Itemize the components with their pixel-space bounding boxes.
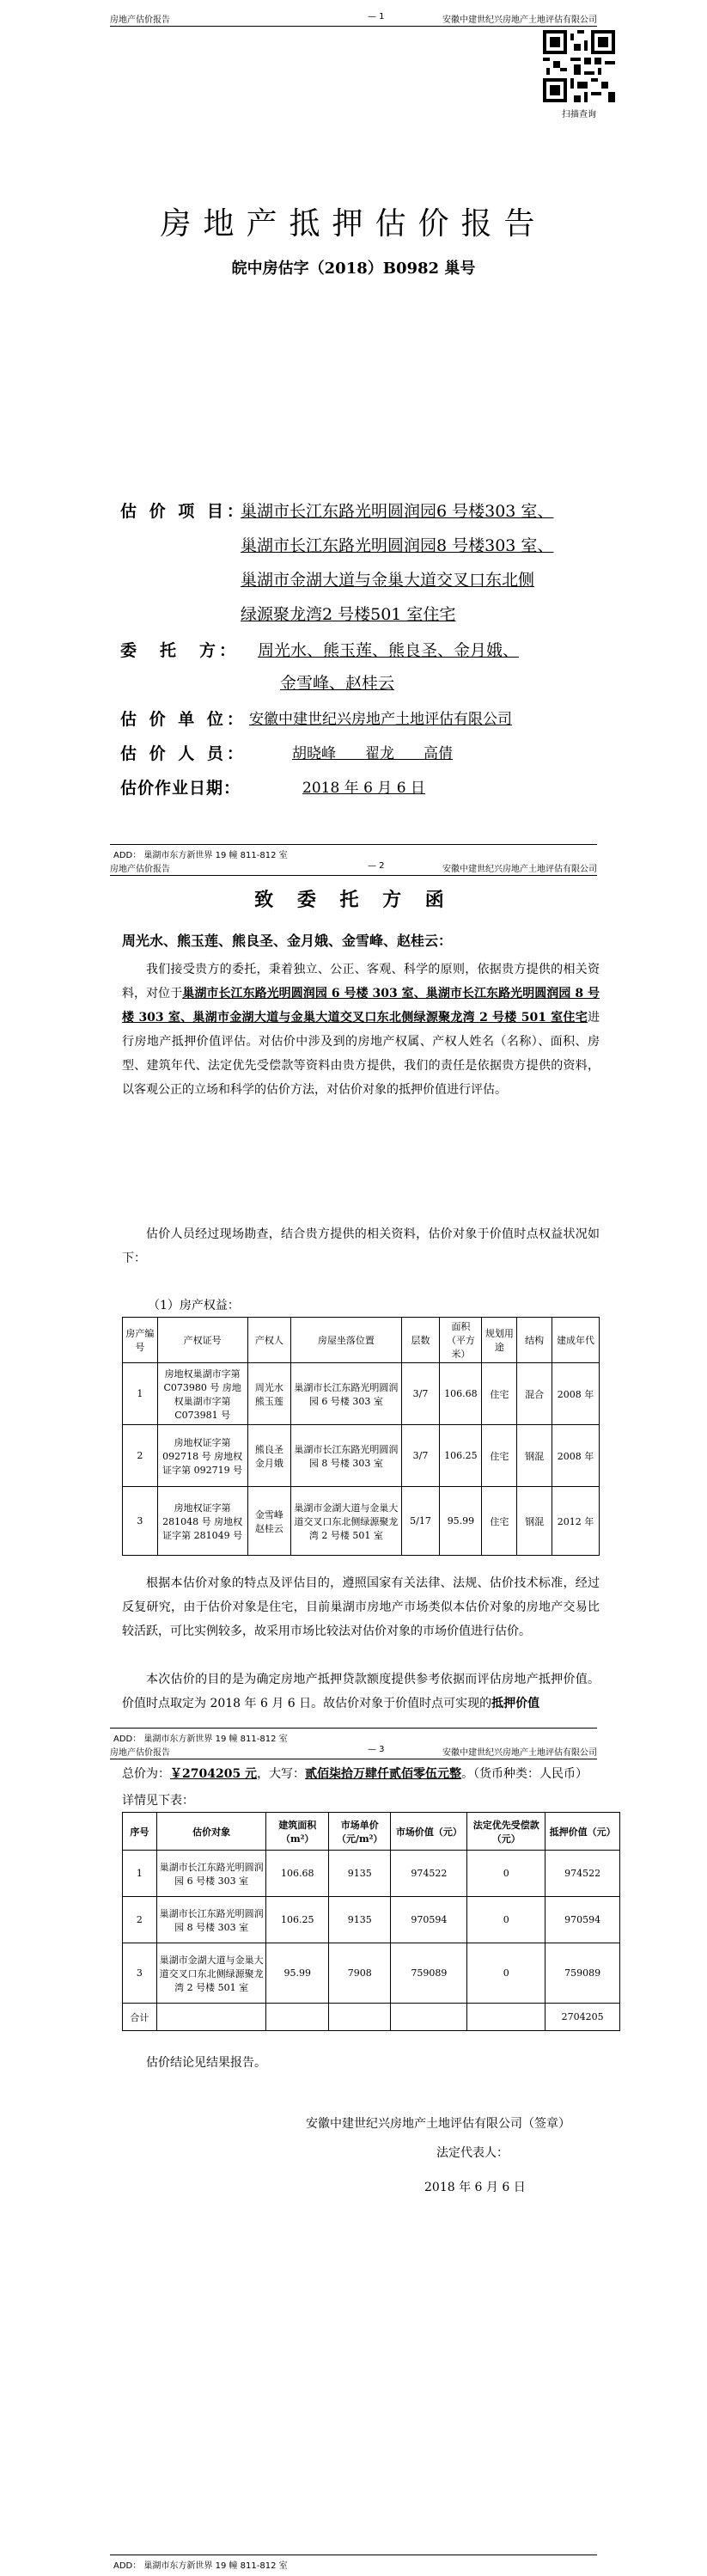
table-cell: 106.25: [440, 1425, 482, 1487]
total-label-cell: 合计: [123, 2004, 157, 2031]
table-cell: 周光水 熊玉莲: [247, 1363, 291, 1425]
table-cell: 5/17: [401, 1487, 440, 1556]
table-cell: 住宅: [482, 1425, 517, 1487]
header-left: 房地产估价报告: [110, 1748, 170, 1758]
client-line: 金雪峰、赵桂云: [280, 674, 395, 693]
table-cell: 95.99: [266, 1943, 329, 2004]
date-label: 估价作业日期：: [120, 779, 241, 798]
table-cell: 金雪峰 赵桂云: [247, 1487, 291, 1556]
table-cell: 2: [123, 1425, 158, 1487]
letter-title: 致 委 托 方 函: [254, 889, 453, 911]
table-cell: 钢混: [517, 1425, 552, 1487]
table-cell: 759089: [391, 1943, 467, 2004]
table-header-cell: 结构: [517, 1318, 552, 1363]
table-cell: 3/7: [401, 1363, 440, 1425]
header-right: 安徽中建世纪兴房地产土地评估有限公司: [442, 15, 597, 25]
table-cell: 3: [123, 1487, 158, 1556]
header-page: — 3: [368, 1745, 385, 1754]
table-row: [123, 1943, 620, 2004]
table-cell: 钢混: [517, 1487, 552, 1556]
project-line: 绿源聚龙湾2 号楼501 室住宅: [241, 605, 456, 624]
table-row: [123, 1363, 600, 1425]
table-cell: 巢湖市长江东路光明圆润园 8 号楼 303 室: [156, 1897, 266, 1943]
table-header-cell: 层数: [401, 1318, 440, 1363]
header-left: 房地产估价报告: [110, 865, 170, 874]
table-cell: 住宅: [482, 1363, 517, 1425]
report-number: 皖中房估字（2018）B0982 巢号: [231, 260, 476, 278]
p1-text: 进行房地产抵押价值评估。对估价中涉及到的房地产权属、产权人姓名（名称）、面积、房型、建筑年代、法定优先受偿款等资料由贵方提供，我们的责任是依据贵方提供的资料，以客观公正的立场和科学的估价方法，对估价对象的抵押价值进行评估。: [122, 1011, 600, 1097]
p4-text: 本次估价的目的是为确定房地产抵押贷款额度提供参考依据而评估房地产抵押价值。价值时点取定为 2018 年 6 月 6 日。故估价对象于价值时点可实现的: [122, 1673, 600, 1710]
table-cell: 2008 年: [552, 1363, 600, 1425]
table-cell: 0: [467, 1897, 545, 1943]
table-cell: 974522: [391, 1851, 467, 1897]
footer-3: [110, 2555, 597, 2569]
letter-paragraph-3: 根据本估价对象的特点及评估目的，遵照国家有关法律、法规、估价技术标准，经过反复研究，由于估价对象是住宅，目前巢湖市房地产市场类似本估价对象的房地产交易比较活跃，可比实例较多，故采用市场比较法对估价对象的市场价值进行估价。: [122, 1576, 600, 1638]
table-cell: 974522: [545, 1851, 620, 1897]
table-cell: 房地权证字第 281048 号 房地权证字第 281049 号: [157, 1487, 247, 1556]
table-cell: 9135: [328, 1897, 391, 1943]
project-label: 估 价 项 目：: [120, 502, 247, 521]
table-header-cell: 序号: [123, 1813, 157, 1851]
table-cell: [266, 2004, 329, 2031]
signature-company: 安徽中建世纪兴房地产土地评估有限公司（签章）: [306, 2117, 570, 2131]
currency-note: 。（货币种类：人民币）: [461, 1767, 588, 1781]
footer-address: ADD： 巢湖市东方新世界 19 幢 811-812 室: [113, 851, 288, 860]
project-line: 巢湖市金湖大道与金巢大道交叉口东北侧: [241, 571, 535, 590]
table-row: [123, 1897, 620, 1943]
total-words-label: ，大写：: [257, 1767, 306, 1781]
client-label: 委 托 方：: [120, 641, 240, 660]
table-cell: 2: [123, 1897, 157, 1943]
signature-date: 2018 年 6 月 6 日: [424, 2181, 526, 2194]
table-cell: 106.68: [266, 1851, 329, 1897]
table-header-cell: 抵押价值（元）: [545, 1813, 620, 1851]
table-cell: 1: [123, 1363, 158, 1425]
total-amount: ￥2704205 元: [170, 1767, 258, 1781]
unit-label: 估 价 单 位：: [120, 710, 247, 729]
letter-addressee: 周光水、熊玉莲、熊良圣、金月娥、金雪峰、赵桂云：: [122, 933, 453, 949]
total-value-line: [122, 1762, 600, 1786]
page-header-2: [110, 860, 597, 876]
table-cell: 2008 年: [552, 1425, 600, 1487]
page-header-3: [110, 1743, 597, 1759]
table-cell: 9135: [328, 1851, 391, 1897]
project-line: 巢湖市长江东路光明圆润园6 号楼303 室、: [241, 502, 554, 521]
table-header-cell: 产权人: [247, 1318, 291, 1363]
table-cell: 1: [123, 1851, 157, 1897]
table-cell: 巢湖市长江东路光明圆润园 6 号楼 303 室: [291, 1363, 401, 1425]
total-prefix: 总价为：: [122, 1767, 170, 1781]
property-rights-subtitle: （1）房产权益：: [148, 1299, 240, 1312]
table-header-row: [123, 1318, 600, 1363]
table-header-cell: 产权证号: [157, 1318, 247, 1363]
table-header-cell: 房屋坐落位置: [291, 1318, 401, 1363]
table-cell: 2012 年: [552, 1487, 600, 1556]
letter-paragraph-4: [122, 1667, 600, 1716]
unit-value: 安徽中建世纪兴房地产土地评估有限公司: [249, 711, 512, 728]
p1-text: 我们接受贵方的委托，秉着独立、公正、客观、科学的原则，依据贵方提供的相关资料，对位于: [122, 963, 600, 1000]
table-header-cell: 市场单价（元/m²）: [328, 1813, 391, 1851]
p1-properties: 巢湖市长江东路光明圆润园 6 号楼 303 室、巢湖市长江东路光明圆润园 8 号楼 303 室、巢湖市金湖大道与金巢大道交叉口东北侧绿源聚龙湾 2 号楼 501 室住宅: [122, 987, 600, 1025]
total-amount-words: 贰佰柒拾万肆仟贰佰零伍元整: [305, 1767, 462, 1781]
table-cell: 7908: [328, 1943, 391, 2004]
table-header-cell: 估价对象: [156, 1813, 266, 1851]
table-cell: 759089: [545, 1943, 620, 2004]
header-page: — 1: [368, 12, 385, 21]
table-row: [123, 1487, 600, 1556]
table-cell: 巢湖市金湖大道与金巢大道交叉口东北侧绿源聚龙湾 2 号楼 501 室: [291, 1487, 401, 1556]
p4-emphasis: 抵押价值: [491, 1697, 540, 1710]
footer-1: [110, 844, 597, 859]
property-rights-table: [122, 1317, 600, 1556]
letter-paragraph-2: 估价人员经过现场勘查，结合贵方提供的相关资料，估价对象于价值时点权益状况如下：: [122, 1227, 600, 1265]
footer-2: [110, 1728, 597, 1742]
table-header-cell: 市场价值（元）: [391, 1813, 467, 1851]
table-cell: 巢湖市长江东路光明圆润园 8 号楼 303 室: [291, 1425, 401, 1487]
header-right: 安徽中建世纪兴房地产土地评估有限公司: [442, 865, 597, 874]
table-cell: 住宅: [482, 1487, 517, 1556]
table-cell: [156, 2004, 266, 2031]
valuation-results-table: [122, 1812, 620, 2031]
qr-code-icon: [543, 30, 615, 102]
report-title: 房地产抵押估价报告: [160, 206, 547, 242]
total-value-cell: 2704205: [545, 2004, 620, 2031]
header-page: — 2: [368, 861, 385, 871]
table-header-cell: 房产编号: [123, 1318, 158, 1363]
staff-value: 胡晓峰 翟龙 高倩: [292, 745, 453, 762]
table-cell: 106.25: [266, 1897, 329, 1943]
signature-representative: 法定代表人：: [436, 2146, 509, 2160]
table-cell: 970594: [545, 1897, 620, 1943]
table-cell: [328, 2004, 391, 2031]
page-header-1: [110, 10, 597, 27]
footer-address: ADD： 巢湖市东方新世界 19 幢 811-812 室: [113, 1735, 288, 1744]
table-header-cell: 建成年代: [552, 1318, 600, 1363]
header-right: 安徽中建世纪兴房地产土地评估有限公司: [442, 1748, 597, 1758]
table-cell: 房地权证字第 092718 号 房地权证字第 092719 号: [157, 1425, 247, 1487]
table-cell: 混合: [517, 1363, 552, 1425]
header-left: 房地产估价报告: [110, 15, 170, 25]
table-row: [123, 1425, 600, 1487]
table-row: [123, 1851, 620, 1897]
table-cell: [391, 2004, 467, 2031]
details-label: 详情见下表：: [122, 1794, 194, 1808]
letter-paragraph-1: [122, 958, 600, 1102]
client-line: 周光水、熊玉莲、熊良圣、金月娥、: [258, 641, 520, 660]
table-cell: [467, 2004, 545, 2031]
project-line: 巢湖市长江东路光明圆润园8 号楼303 室、: [241, 536, 554, 555]
table-cell: 0: [467, 1851, 545, 1897]
qr-caption: 扫描查询: [562, 110, 596, 119]
footer-address: ADD： 巢湖市东方新世界 19 幢 811-812 室: [113, 2561, 288, 2571]
table-total-row: [123, 2004, 620, 2031]
table-cell: 3: [123, 1943, 157, 2004]
table-cell: 0: [467, 1943, 545, 2004]
table-cell: 房地权巢湖市字第 C073980 号 房地权巢湖市字第 C073981 号: [157, 1363, 247, 1425]
table-cell: 巢湖市长江东路光明圆润园 6 号楼 303 室: [156, 1851, 266, 1897]
date-value: 2018 年 6 月 6 日: [302, 780, 425, 797]
table-header-cell: 规划用途: [482, 1318, 517, 1363]
table-cell: 巢湖市金湖大道与金巢大道交叉口东北侧绿源聚龙湾 2 号楼 501 室: [156, 1943, 266, 2004]
table-header-cell: 法定优先受偿款（元）: [467, 1813, 545, 1851]
table-cell: 95.99: [440, 1487, 482, 1556]
table-header-cell: 面积（平方米）: [440, 1318, 482, 1363]
table-header-row: [123, 1813, 620, 1851]
staff-label: 估 价 人 员：: [120, 744, 247, 763]
conclusion-note: 估价结论见结果报告。: [146, 2056, 266, 2070]
table-cell: 106.68: [440, 1363, 482, 1425]
table-cell: 970594: [391, 1897, 467, 1943]
table-header-cell: 建筑面积（m²）: [266, 1813, 329, 1851]
table-cell: 熊良圣 金月娥: [247, 1425, 291, 1487]
table-cell: 3/7: [401, 1425, 440, 1487]
